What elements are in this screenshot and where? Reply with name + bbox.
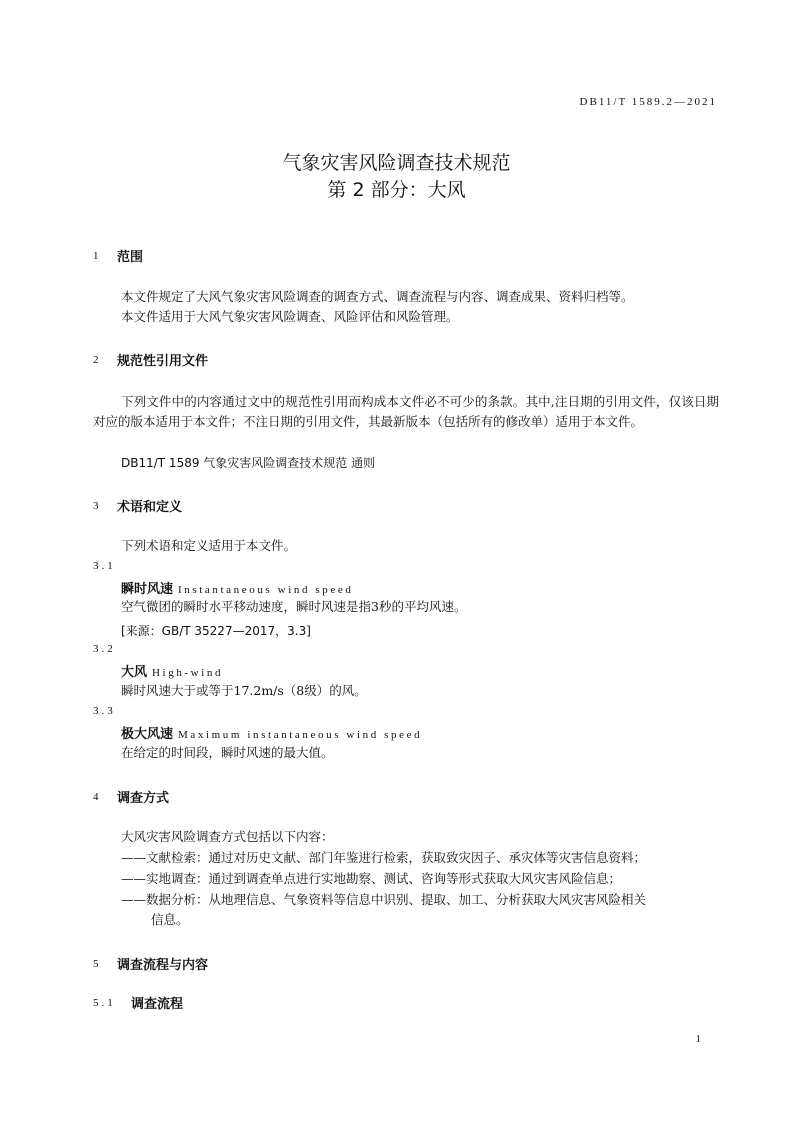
paragraph: 大风灾害风险调查方式包括以下内容： bbox=[121, 829, 334, 844]
section-number: 3 bbox=[93, 500, 99, 512]
paragraph: 下列文件中的内容通过文中的规范性引用而构成本文件必不可少的条款。其中,注日期的引用文件，仅该日期对应的版本适用于本文件；不注日期的引用文件，其最新版本（包括所有的修改单）适用于本文件。 bbox=[93, 394, 719, 429]
term-heading bbox=[121, 723, 422, 742]
section-title: 调查方式 bbox=[117, 791, 170, 806]
term-definition: 空气微团的瞬时水平移动速度，瞬时风速是指3秒的平均风速。 bbox=[121, 599, 467, 614]
paragraph: 下列术语和定义适用于本文件。 bbox=[121, 538, 297, 553]
term-chinese: 瞬时风速 bbox=[121, 582, 174, 597]
section-title: 术语和定义 bbox=[117, 500, 183, 515]
term-english: Instantaneous wind speed bbox=[178, 584, 354, 596]
subsection-title: 调查流程 bbox=[131, 997, 184, 1012]
term-english: High-wind bbox=[152, 667, 224, 679]
term-number: 3.1 bbox=[93, 560, 116, 572]
page-number: 1 bbox=[695, 1033, 701, 1045]
document-code: DB11/T 1589.2—2021 bbox=[579, 96, 717, 108]
section-number: 1 bbox=[93, 250, 99, 262]
section-title: 规范性引用文件 bbox=[117, 354, 209, 369]
term-heading bbox=[121, 578, 353, 597]
section-title: 范围 bbox=[117, 250, 144, 265]
paragraph: 本文件适用于大风气象灾害风险调查、风险评估和风险管理。 bbox=[121, 309, 459, 324]
section-number: 5 bbox=[93, 958, 99, 970]
document-subtitle: 第 2 部分：大风 bbox=[327, 179, 466, 201]
list-item: ——数据分析：从地理信息、气象资料等信息中识别、提取、加工、分析获取大风灾害风险相关 bbox=[121, 892, 647, 907]
list-item: ——文献检索：通过对历史文献、部门年鉴进行检索，获取致灾因子、承灾体等灾害信息资料； bbox=[121, 850, 647, 865]
document-title: 气象灾害风险调查技术规范 bbox=[282, 152, 511, 174]
section-number: 4 bbox=[93, 791, 99, 803]
term-heading bbox=[121, 661, 223, 680]
term-chinese: 大风 bbox=[121, 665, 148, 680]
subsection-number: 5.1 bbox=[93, 997, 116, 1009]
term-english: Maximum instantaneous wind speed bbox=[178, 729, 423, 741]
term-number: 3.3 bbox=[93, 705, 116, 717]
term-chinese: 极大风速 bbox=[121, 727, 174, 742]
list-item: ——实地调查：通过到调查单点进行实地勘察、测试、咨询等形式获取大风灾害风险信息； bbox=[121, 871, 622, 886]
reference-item: DB11/T 1589 气象灾害风险调查技术规范 通则 bbox=[121, 456, 376, 470]
section-number: 2 bbox=[93, 354, 99, 366]
term-definition: 在给定的时间段，瞬时风速的最大值。 bbox=[121, 745, 334, 760]
section-title: 调查流程与内容 bbox=[117, 958, 209, 973]
list-item-continuation: 信息。 bbox=[151, 912, 189, 927]
paragraph: 本文件规定了大风气象灾害风险调查的调查方式、调查流程与内容、调查成果、资料归档等。 bbox=[121, 289, 634, 304]
term-number: 3.2 bbox=[93, 643, 116, 655]
term-definition: 瞬时风速大于或等于17.2m/s（8级）的风。 bbox=[121, 683, 367, 698]
term-source: [来源：GB/T 35227—2017，3.3] bbox=[121, 624, 311, 638]
